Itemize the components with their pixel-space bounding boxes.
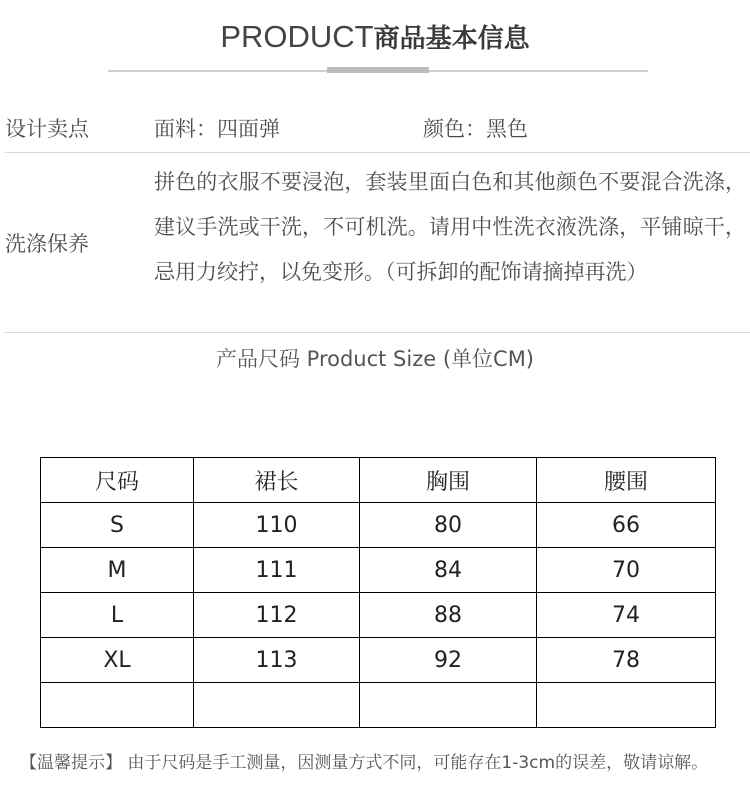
table-row <box>41 638 716 683</box>
table-cell: 84 <box>360 548 537 593</box>
column-header: 胸围 <box>360 458 537 503</box>
title-divider-accent <box>327 67 429 73</box>
table-row <box>41 503 716 548</box>
column-header: 尺码 <box>41 458 194 503</box>
row-divider <box>5 152 750 153</box>
table-cell: XL <box>41 638 194 683</box>
table-cell: 111 <box>194 548 360 593</box>
warm-tip: 【温馨提示】 由于尺码是手工测量，因测量方式不同，可能存在1-3cm的误差，敬请谅解。 <box>20 753 709 773</box>
page-title <box>0 18 750 55</box>
table-cell: 80 <box>360 503 537 548</box>
table-cell: 70 <box>537 548 716 593</box>
size-chart-heading: 产品尺码 Product Size (单位CM) <box>215 347 535 371</box>
selling-points-label: 设计卖点 <box>5 117 89 141</box>
table-cell: 113 <box>194 638 360 683</box>
table-cell: 78 <box>537 638 716 683</box>
table-cell: 88 <box>360 593 537 638</box>
table-cell: 74 <box>537 593 716 638</box>
table-row <box>41 548 716 593</box>
title-english: PRODUCT <box>220 19 374 54</box>
table-cell <box>360 683 537 728</box>
table-cell <box>537 683 716 728</box>
table-cell: L <box>41 593 194 638</box>
fabric-value: 面料：四面弹 <box>154 117 280 141</box>
table-cell: 110 <box>194 503 360 548</box>
table-cell: S <box>41 503 194 548</box>
table-cell <box>41 683 194 728</box>
table-row <box>41 593 716 638</box>
table-row <box>41 683 716 728</box>
table-cell: M <box>41 548 194 593</box>
column-header: 裙长 <box>194 458 360 503</box>
color-value: 颜色：黑色 <box>423 117 528 141</box>
size-table <box>40 457 716 728</box>
table-cell: 92 <box>360 638 537 683</box>
table-cell: 112 <box>194 593 360 638</box>
column-header: 腰围 <box>537 458 716 503</box>
care-instructions: 拼色的衣服不要浸泡，套装里面白色和其他颜色不要混合洗涤，建议手洗或干洗，不可机洗。请用中性洗衣液洗涤，平铺晾干，忌用力绞拧，以免变形。（可拆卸的配饰请摘掉再洗） <box>154 170 746 284</box>
table-cell: 66 <box>537 503 716 548</box>
row-divider <box>5 332 750 333</box>
title-chinese: 商品基本信息 <box>373 24 530 54</box>
table-cell <box>194 683 360 728</box>
care-label: 洗涤保养 <box>5 232 89 256</box>
table-header-row <box>41 458 716 503</box>
